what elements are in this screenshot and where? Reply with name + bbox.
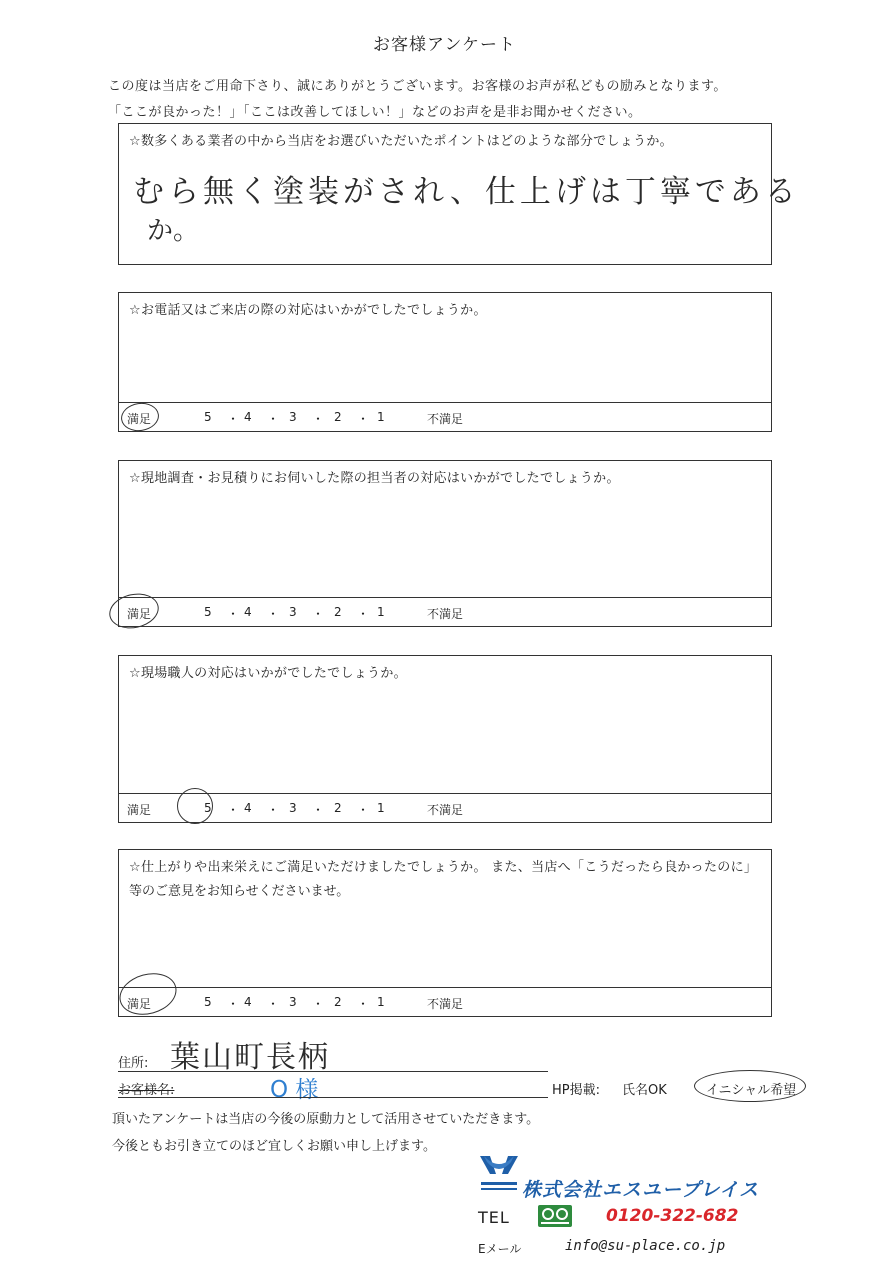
dissatisfied-label: 不満足 — [427, 607, 464, 621]
rating-separator: ・ — [357, 997, 370, 1011]
closing-line-2: 今後ともお引き立てのほど宜しくお願い申し上げます。 — [112, 1139, 436, 1154]
question-5-rating-scale — [119, 987, 771, 1016]
question-5-text-line-2: 等のご意見をお知らせくださいませ。 — [129, 884, 350, 899]
rating-5: 5 — [204, 995, 212, 1009]
rating-separator: ・ — [227, 412, 240, 426]
satisfied-label: 満足 — [127, 412, 152, 426]
intro-line-1: この度は当店をご用命下さり、誠にありがとうございます。お客様のお声が私どもの励みとなります。 — [108, 79, 727, 94]
freedial-icon — [538, 1205, 572, 1227]
question-4-box — [118, 655, 772, 823]
address-underline — [118, 1071, 548, 1072]
hp-option-name-ok: 氏名OK — [622, 1083, 667, 1098]
customer-name-underline — [118, 1097, 548, 1098]
rating-2: 2 — [334, 995, 342, 1009]
closing-line-1: 頂いたアンケートは当店の今後の原動力として活用させていただきます。 — [112, 1112, 540, 1127]
rating-separator: ・ — [312, 997, 325, 1011]
intro-line-2: 「ここが良かった！」「ここは改善してほしい！」などのお声を是非お聞かせください。 — [108, 105, 642, 120]
hp-listing-label: HP掲載: — [552, 1083, 600, 1098]
tel-label: TEL — [478, 1208, 510, 1227]
rating-3: 3 — [289, 410, 297, 424]
rating-2: 2 — [334, 410, 342, 424]
question-2-box — [118, 292, 772, 432]
question-1-text: ☆数多くある業者の中から当店をお選びいただいたポイントはどのような部分でしょうか。 — [129, 134, 673, 149]
dissatisfied-label: 不満足 — [427, 803, 464, 817]
rating-separator: ・ — [267, 803, 280, 817]
rating-selection-circle — [106, 589, 162, 633]
dissatisfied-label: 不満足 — [427, 997, 464, 1011]
rating-5: 5 — [204, 410, 212, 424]
dissatisfied-label: 不満足 — [427, 412, 464, 426]
question-3-text: ☆現地調査・お見積りにお伺いした際の担当者の対応はいかがでしたでしょうか。 — [129, 471, 620, 486]
rating-2: 2 — [334, 605, 342, 619]
question-3-rating-scale — [119, 597, 771, 626]
rating-separator: ・ — [312, 412, 325, 426]
question-4-text: ☆現場職人の対応はいかがでしたでしょうか。 — [129, 666, 407, 681]
rating-separator: ・ — [357, 803, 370, 817]
email-label: Eメール — [478, 1242, 522, 1256]
customer-name-label: お客様名: — [118, 1083, 175, 1098]
company-logo-icon — [478, 1152, 520, 1196]
rating-5: 5 — [204, 801, 212, 815]
rating-separator: ・ — [267, 412, 280, 426]
question-3-box — [118, 460, 772, 627]
question-2-rating-scale — [119, 402, 771, 431]
rating-separator: ・ — [267, 997, 280, 1011]
address-value: 葉山町長柄 — [170, 1040, 330, 1075]
address-label: 住所: — [118, 1056, 149, 1071]
tel-number: 0120-322-682 — [606, 1206, 739, 1226]
company-name: 株式会社エスユープレイス — [522, 1179, 760, 1201]
rating-3: 3 — [289, 605, 297, 619]
rating-separator: ・ — [312, 803, 325, 817]
satisfied-label: 満足 — [127, 803, 152, 817]
rating-5: 5 — [204, 605, 212, 619]
question-5-text-line-1: ☆仕上がりや出来栄えにご満足いただけましたでしょうか。 また、当店へ「こうだったら良かったのに」 — [129, 860, 758, 875]
rating-3: 3 — [289, 801, 297, 815]
rating-4: 4 — [244, 801, 252, 815]
question-5-box — [118, 849, 772, 1017]
rating-selection-circle — [115, 967, 181, 1021]
rating-4: 4 — [244, 995, 252, 1009]
rating-1: 1 — [377, 410, 385, 424]
rating-3: 3 — [289, 995, 297, 1009]
question-2-text: ☆お電話又はご来店の際の対応はいかがでしたでしょうか。 — [129, 303, 487, 318]
rating-4: 4 — [244, 605, 252, 619]
customer-name-value: O 様 — [270, 1077, 319, 1103]
satisfied-label: 満足 — [127, 997, 152, 1011]
page-title: お客様アンケート — [373, 35, 516, 55]
rating-1: 1 — [377, 995, 385, 1009]
rating-selection-circle — [119, 400, 161, 433]
rating-separator: ・ — [267, 607, 280, 621]
question-4-rating-scale — [119, 793, 771, 822]
rating-separator: ・ — [227, 997, 240, 1011]
rating-2: 2 — [334, 801, 342, 815]
rating-separator: ・ — [357, 412, 370, 426]
question-1-answer-line-2: か。 — [147, 216, 200, 246]
rating-separator: ・ — [312, 607, 325, 621]
rating-separator: ・ — [227, 803, 240, 817]
question-1-answer-line-1: むら無く塗装がされ、仕上げは丁寧である — [133, 174, 800, 210]
rating-separator: ・ — [357, 607, 370, 621]
rating-4: 4 — [244, 410, 252, 424]
question-1-box — [118, 123, 800, 265]
hp-option-initials: イニシャル希望 — [706, 1083, 797, 1098]
rating-selection-circle — [177, 788, 213, 824]
rating-1: 1 — [377, 801, 385, 815]
rating-1: 1 — [377, 605, 385, 619]
email-address: info@su-place.co.jp — [565, 1238, 726, 1254]
rating-separator: ・ — [227, 607, 240, 621]
hp-selection-circle — [694, 1070, 806, 1102]
satisfied-label: 満足 — [127, 607, 152, 621]
